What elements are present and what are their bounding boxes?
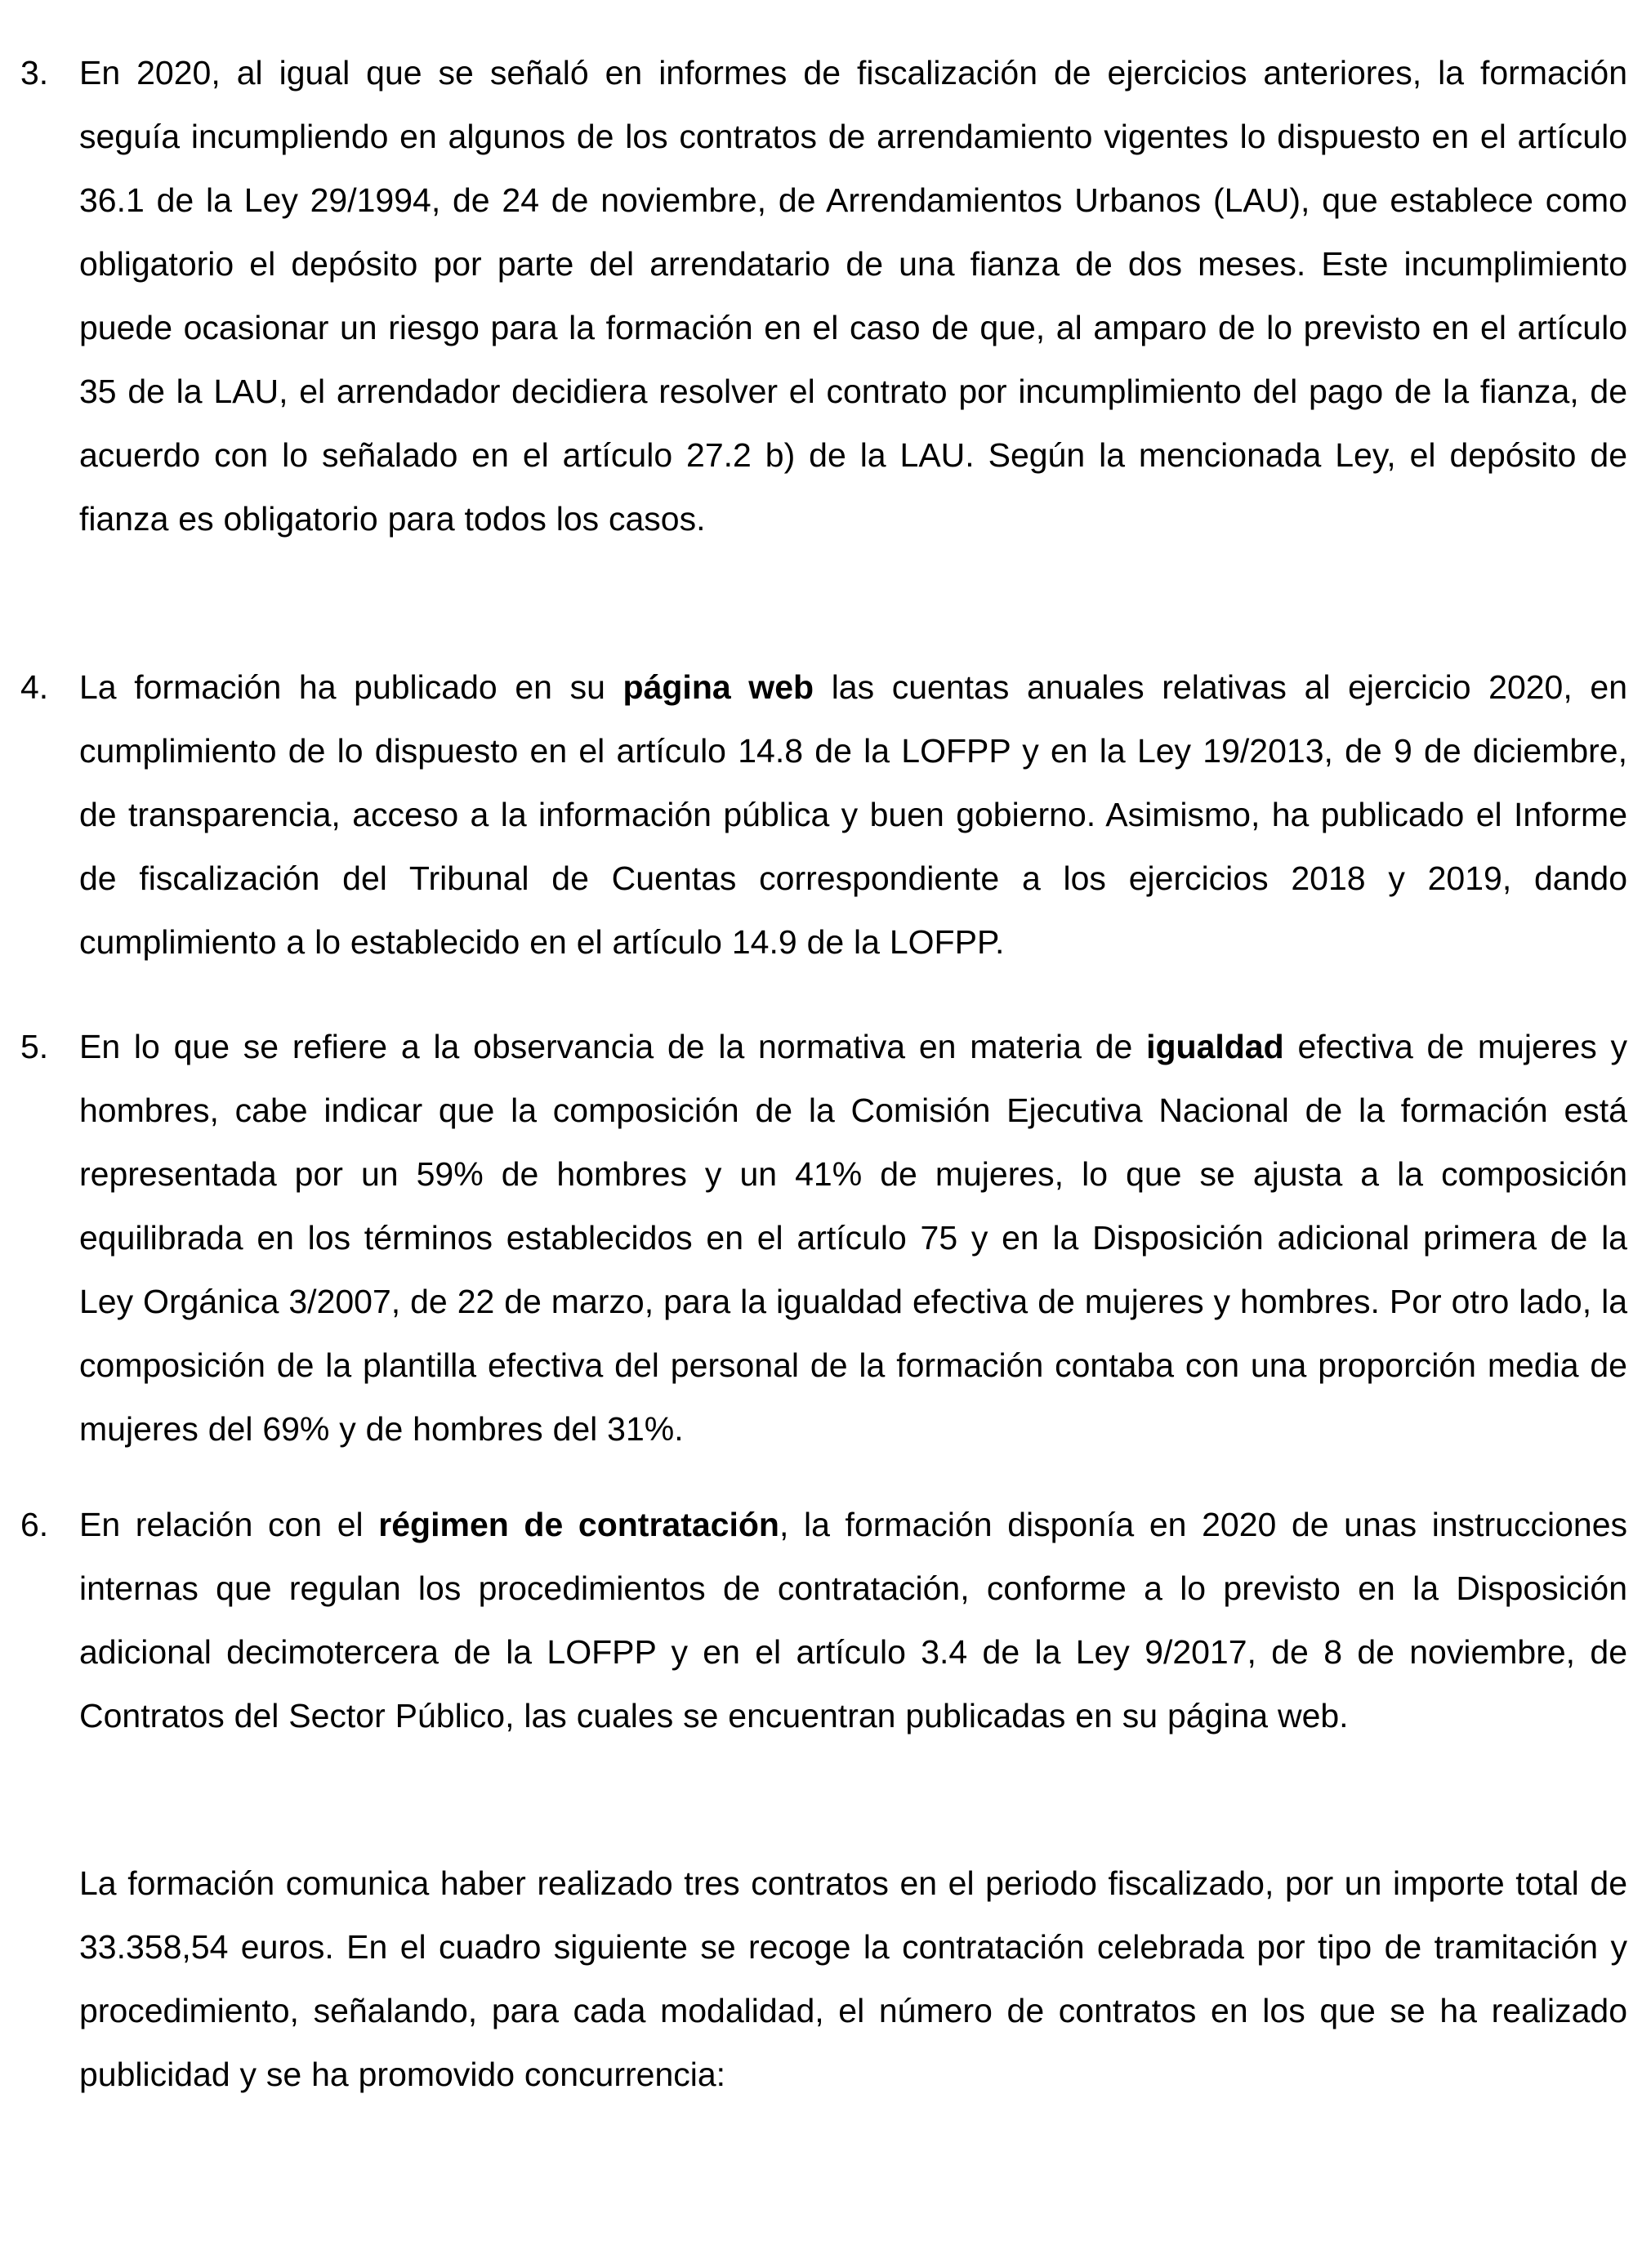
list-number: 4. xyxy=(20,668,49,706)
paragraph-gender-equality xyxy=(79,1015,1627,1461)
paragraph-text: las cuentas anuales relativas al ejercicio 2020, en cumplimiento de lo dispuesto en el artículo 14.8 de la LOFPP y en la Ley 19/2013, de 9 de diciembre, de transparencia, acceso a la información pública y buen gobierno. Asimismo, ha publicado el Informe de fiscalización del Tribunal de Cuentas correspondiente a los ejercicios 2018 y 2019, dando cumplimiento a lo establecido en el artículo 14.9 de la LOFPP. xyxy=(79,668,1627,961)
list-number: 3. xyxy=(20,54,49,92)
bold-term: página web xyxy=(622,668,814,706)
paragraph-text: efectiva de mujeres y hombres, cabe indicar que la composición de la Comisión Ejecutiva Nacional de la formación está representada por un 59% de hombres y un 41% de mujeres, lo que se ajusta a la composición equilibrada en los términos establecidos en el artículo 75 y en la Disposición adicional primera de la Ley Orgánica 3/2007, de 22 de marzo, para la igualdad efectiva de mujeres y hombres. Por otro lado, la composición de la plantilla efectiva del personal de la formación contaba con una proporción media de mujeres del 69% y de hombres del 31%. xyxy=(79,1028,1627,1448)
bold-term: igualdad xyxy=(1146,1028,1284,1065)
paragraph-lau-deposit: En 2020, al igual que se señaló en informes de fiscalización de ejercicios anteriores, la formación seguía incumpliendo en algunos de los contratos de arrendamiento vigentes lo dispuesto en el artículo 36.1 de la Ley 29/1994, de 24 de noviembre, de Arrendamientos Urbanos (LAU), que establece como obligatorio el depósito por parte del arrendatario de una fianza de dos meses. Este incumplimiento puede ocasionar un riesgo para la formación en el caso de que, al amparo de lo previsto en el artículo 35 de la LAU, el arrendador decidiera resolver el contrato por incumplimiento del pago de la fianza, de acuerdo con lo señalado en el artículo 27.2 b) de la LAU. Según la mencionada Ley, el depósito de fianza es obligatorio para todos los casos. xyxy=(79,54,1627,538)
list-number: 5. xyxy=(20,1028,49,1065)
paragraph-text: , la formación disponía en 2020 de unas instrucciones internas que regulan los procedimientos de contratación, conforme a lo previsto en la Disposición adicional decimotercera de la LOFPP y en el artículo 3.4 de la Ley 9/2017, de 8 de noviembre, de Contratos del Sector Público, las cuales se encuentran publicadas en su página web. xyxy=(79,1506,1627,1734)
bold-term: régimen de contratación xyxy=(378,1506,779,1543)
list-number: 6. xyxy=(20,1506,49,1543)
paragraph-web-publication xyxy=(79,655,1627,974)
paragraph-text: En lo que se refiere a la observancia de la normativa en materia de xyxy=(79,1028,1147,1065)
paragraph-text: La formación ha publicado en su xyxy=(79,668,623,706)
paragraph-text: En relación con el xyxy=(79,1506,379,1543)
paragraph-contracts-summary: La formación comunica haber realizado tres contratos en el periodo fiscalizado, por un importe total de 33.358,54 euros. En el cuadro siguiente se recoge la contratación celebrada por tipo de tramitación y procedimiento, señalando, para cada modalidad, el número de contratos en los que se ha realizado publicidad y se ha promovido concurrencia: xyxy=(79,1864,1627,2093)
paragraph-contracting-regime xyxy=(79,1493,1627,1748)
